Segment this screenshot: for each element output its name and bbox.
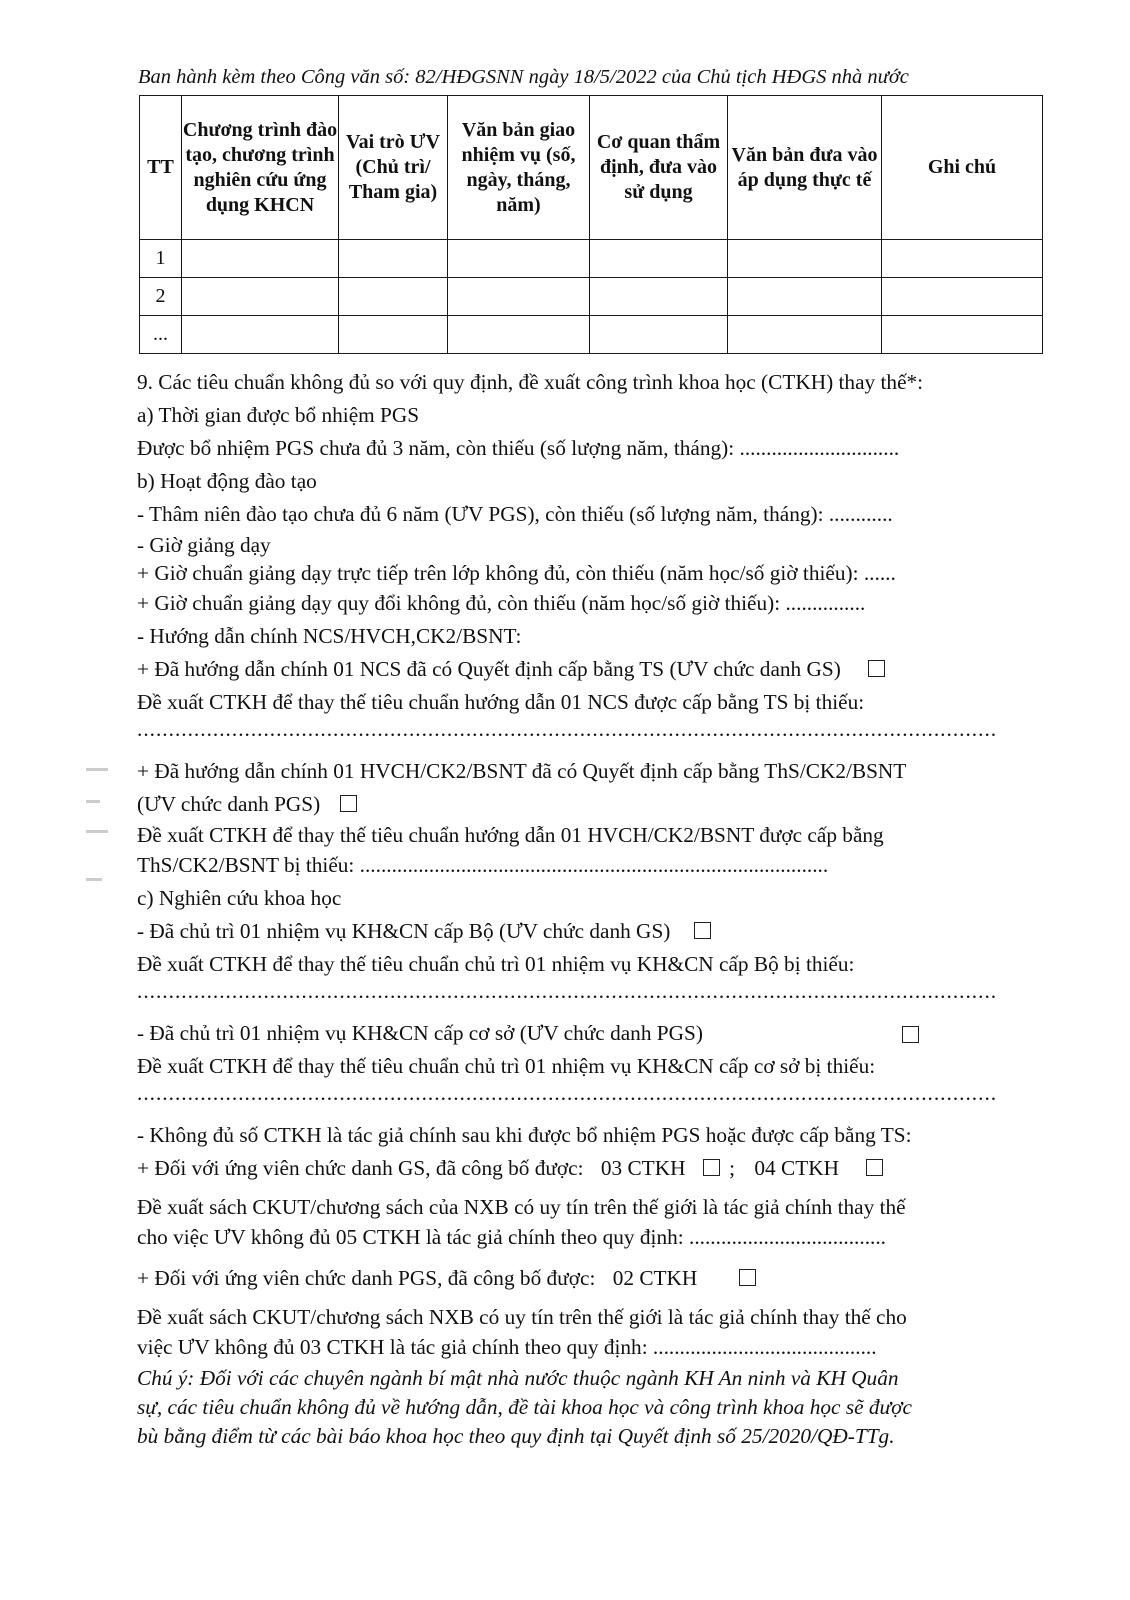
note-line-3: bù bằng điểm từ các bài báo khoa học theo quy định tại Quyết định số 25/2020/QĐ-TTg. (137, 1424, 895, 1448)
ncs-supervision-checkbox[interactable] (868, 660, 885, 677)
gs-propose-line-1: Đề xuất sách CKUT/chương sách của NXB có uy tín trên thế giới là tác giả chính thay thế (137, 1195, 906, 1219)
gs-option-04-checkbox[interactable] (866, 1159, 883, 1176)
table-cell[interactable] (448, 316, 590, 354)
pgs-option-02-label: 02 CTKH (612, 1266, 698, 1290)
ministry-task-label: - Đã chủ trì 01 nhiệm vụ KH&CN cấp Bộ (ƯV chức danh GS) (137, 919, 671, 943)
subsection-a-title: a) Thời gian được bổ nhiệm PGS (137, 403, 420, 427)
subsection-b-title: b) Hoạt động đào tạo (137, 469, 317, 493)
col-header-notes: Ghi chú (882, 96, 1043, 240)
insufficient-works-line: - Không đủ số CTKH là tác giả chính sau khi được bổ nhiệm PGS hoặc được cấp bằng TS: (137, 1123, 912, 1147)
col-header-application-doc: Văn bản đưa vào áp dụng thực tế (728, 96, 882, 240)
hvch-propose-line-2[interactable]: ThS/CK2/BSNT bị thiếu: ........................................................................................ (137, 853, 829, 877)
hvch-supervision-row (137, 788, 1042, 821)
scan-artifact (86, 878, 102, 881)
section-9-title: 9. Các tiêu chuẩn không đủ so với quy định, đề xuất công trình khoa học (CTKH) thay thế*: (137, 370, 924, 394)
table-cell[interactable] (339, 240, 448, 278)
ncs-propose-fill[interactable]: ........................................................................................................................................ (137, 719, 998, 741)
base-propose-fill[interactable]: ........................................................................................................................................ (137, 1083, 998, 1105)
gs-published-label: + Đối với ứng viên chức danh GS, đã công bố được: (137, 1156, 584, 1180)
ministry-propose-line: Đề xuất CTKH để thay thế tiêu chuẩn chủ trì 01 nhiệm vụ KH&CN cấp Bộ bị thiếu: (137, 952, 855, 976)
base-task-row (137, 1017, 1042, 1050)
subsection-c-title: c) Nghiên cứu khoa học (137, 886, 342, 910)
table-cell[interactable] (728, 278, 882, 316)
gs-option-03-checkbox[interactable] (703, 1159, 720, 1176)
hvch-supervision-line-1: + Đã hướng dẫn chính 01 HVCH/CK2/BSNT đã có Quyết định cấp bằng ThS/CK2/BSNT (137, 759, 907, 783)
pgs-published-label: + Đối với ứng viên chức danh PGS, đã công bố được: (137, 1266, 596, 1290)
table-cell[interactable] (182, 240, 339, 278)
base-propose-line: Đề xuất CTKH để thay thế tiêu chuẩn chủ trì 01 nhiệm vụ KH&CN cấp cơ sở bị thiếu: (137, 1054, 876, 1078)
scan-artifact (86, 800, 100, 803)
header-note: Ban hành kèm theo Công văn số: 82/HĐGSNN ngày 18/5/2022 của Chủ tịch HĐGS nhà nước (138, 66, 909, 88)
table-cell[interactable] (882, 240, 1043, 278)
teaching-hours-heading: - Giờ giảng dạy (137, 533, 271, 557)
pgs-propose-line-1: Đề xuất sách CKUT/chương sách NXB có uy tín trên thế giới là tác giả chính thay thế cho (137, 1305, 907, 1329)
hvch-supervision-label: (ƯV chức danh PGS) (137, 792, 321, 816)
table-cell[interactable] (728, 316, 882, 354)
scan-artifact (86, 830, 108, 833)
pgs-propose-line-2[interactable]: việc ƯV không đủ 03 CTKH là tác giả chính theo quy định: .......................................... (137, 1335, 877, 1359)
hvch-supervision-checkbox[interactable] (340, 795, 357, 812)
pgs-published-row (137, 1262, 1042, 1295)
table-cell[interactable] (590, 278, 728, 316)
row-index: 2 (140, 278, 182, 316)
training-programs-table (139, 95, 1043, 354)
table-cell[interactable] (882, 278, 1043, 316)
hvch-propose-line-1: Đề xuất CTKH để thay thế tiêu chuẩn hướng dẫn 01 HVCH/CK2/BSNT được cấp bằng (137, 823, 884, 847)
table-row (140, 278, 1043, 316)
converted-hours-line: + Giờ chuẩn giảng dạy quy đổi không đủ, còn thiếu (năm học/số giờ thiếu): ............... (137, 591, 866, 615)
table-cell[interactable] (448, 278, 590, 316)
table-cell[interactable] (590, 240, 728, 278)
ministry-task-checkbox[interactable] (694, 922, 711, 939)
direct-hours-line: + Giờ chuẩn giảng dạy trực tiếp trên lớp không đủ, còn thiếu (năm học/số giờ thiếu): ...... (137, 561, 896, 585)
scan-artifact (86, 768, 108, 771)
col-header-program: Chương trình đào tạo, chương trình nghiên cứu ứng dụng KHCN (182, 96, 339, 240)
row-index: 1 (140, 240, 182, 278)
table-cell[interactable] (182, 316, 339, 354)
col-header-role: Vai trò ƯV (Chủ trì/ Tham gia) (339, 96, 448, 240)
col-header-assignment-doc: Văn bản giao nhiệm vụ (số, ngày, tháng, năm) (448, 96, 590, 240)
ncs-supervision-row (137, 653, 1042, 686)
note-line-2: sự, các tiêu chuẩn không đủ về hướng dẫn, đề tài khoa học và công trình khoa học sẽ được (137, 1395, 912, 1419)
table-row (140, 316, 1043, 354)
gs-option-04-label: 04 CTKH (754, 1156, 839, 1180)
table-cell[interactable] (339, 278, 448, 316)
section-9 (137, 366, 1042, 1451)
ministry-task-row (137, 915, 1042, 948)
appointment-shortfall-line: Được bổ nhiệm PGS chưa đủ 3 năm, còn thiếu (số lượng năm, tháng): .............................. (137, 436, 900, 460)
gs-published-row (137, 1152, 1042, 1185)
table-cell[interactable] (182, 278, 339, 316)
table-cell[interactable] (590, 316, 728, 354)
gs-option-03-label: 03 CTKH (600, 1156, 686, 1180)
gs-separator: ; (729, 1156, 736, 1180)
col-header-tt: TT (140, 96, 182, 240)
table-cell[interactable] (448, 240, 590, 278)
seniority-shortfall-line: - Thâm niên đào tạo chưa đủ 6 năm (ƯV PGS), còn thiếu (số lượng năm, tháng): ............ (137, 502, 893, 526)
base-task-label: - Đã chủ trì 01 nhiệm vụ KH&CN cấp cơ sở (ƯV chức danh PGS) (137, 1021, 703, 1045)
col-header-appraisal-agency: Cơ quan thẩm định, đưa vào sử dụng (590, 96, 728, 240)
ncs-supervision-label: + Đã hướng dẫn chính 01 NCS đã có Quyết định cấp bằng TS (ƯV chức danh GS) (137, 657, 841, 681)
ministry-propose-fill[interactable]: ........................................................................................................................................ (137, 981, 998, 1003)
table-cell[interactable] (882, 316, 1043, 354)
gs-propose-line-2[interactable]: cho việc ƯV không đủ 05 CTKH là tác giả chính theo quy định: ..................................... (137, 1225, 886, 1249)
table-cell[interactable] (728, 240, 882, 278)
ncs-propose-line: Đề xuất CTKH để thay thế tiêu chuẩn hướng dẫn 01 NCS được cấp bằng TS bị thiếu: (137, 690, 865, 714)
table-header-row (140, 96, 1043, 240)
table-cell[interactable] (339, 316, 448, 354)
base-task-checkbox[interactable] (902, 1026, 919, 1043)
note-line-1: Chú ý: Đối với các chuyên ngành bí mật nhà nước thuộc ngành KH An ninh và KH Quân (137, 1366, 899, 1390)
supervision-heading: - Hướng dẫn chính NCS/HVCH,CK2/BSNT: (137, 624, 522, 648)
row-index: ... (140, 316, 182, 354)
table-row (140, 240, 1043, 278)
pgs-option-02-checkbox[interactable] (739, 1269, 756, 1286)
